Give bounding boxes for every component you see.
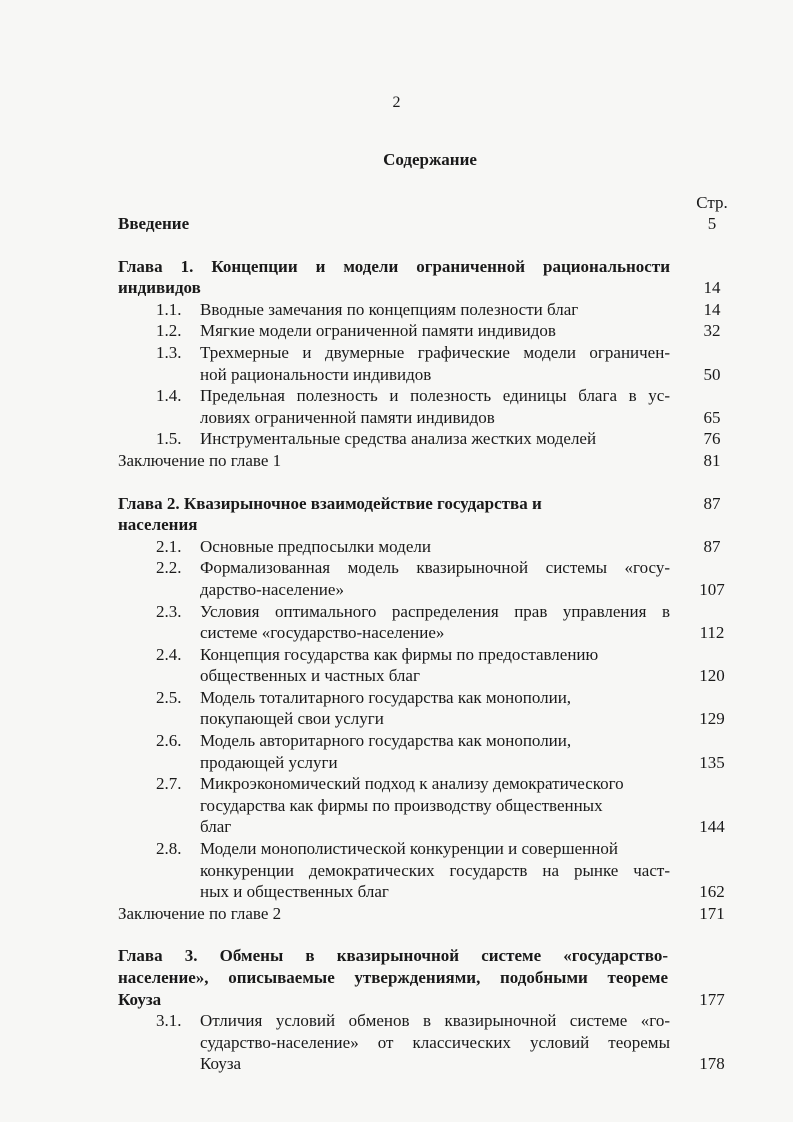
toc-page-number: 32 — [703, 321, 721, 341]
toc-page-number: 65 — [703, 407, 721, 427]
toc-entry-section-2-2[interactable]: 2.2. Формализованная модель квазирыночной системы «госу- дарство-население» 107 — [118, 557, 740, 600]
toc-page-number: 5 — [707, 214, 717, 233]
toc-page-number: 50 — [703, 364, 721, 384]
toc-page-number: 129 — [699, 709, 725, 729]
toc-page-number: 87 — [703, 536, 721, 556]
toc-entry-section-1-4[interactable]: 1.4. Предельная полезность и полезность единицы блага в ус- ловиях ограниченной памяти индивидов 65 — [118, 385, 740, 428]
toc-entry-chapter-1[interactable]: Глава 1. Концепции и модели ограниченной рациональности индивидов 14 — [118, 256, 740, 299]
page-number: 2 — [392, 94, 401, 111]
toc-page-number: 120 — [699, 666, 725, 686]
toc-entry-conclusion-2[interactable]: Заключение по главе 2 171 — [118, 903, 740, 925]
toc-page-number: 144 — [699, 817, 725, 837]
toc-entry-section-2-4[interactable]: 2.4. Концепция государства как фирмы по предоставлению общественных и частных благ 120 — [118, 644, 740, 687]
toc-entry-section-3-1[interactable]: 3.1. Отличия условий обменов в квазирыночной системе «го- сударство-население» от классических условий теоремы Коуза 178 — [118, 1010, 740, 1075]
toc-entry-section-2-5[interactable]: 2.5. Модель тоталитарного государства как монополии, покупающей свои услуги 129 — [118, 687, 740, 730]
toc-entry-section-2-7[interactable]: 2.7. Микроэкономический подход к анализу демократического государства как фирмы по производству общественных благ 144 — [118, 773, 740, 838]
toc-entry-section-2-8[interactable]: 2.8. Модели монополистической конкуренции и совершенной конкуренции демократических государств на рынке част- ных и общественных благ 162 — [118, 838, 740, 903]
toc-page-number: 107 — [699, 579, 725, 599]
toc-page-number: 14 — [703, 299, 721, 319]
toc-page-number: 81 — [703, 450, 721, 470]
toc-page-number: 76 — [703, 429, 721, 449]
page-column-header: Стр. — [696, 193, 728, 212]
toc-page-number: 87 — [703, 493, 721, 513]
toc-entry-section-2-6[interactable]: 2.6. Модель авторитарного государства как монополии, продающей услуги 135 — [118, 730, 740, 773]
toc-page-number: 112 — [699, 623, 725, 643]
toc-entry-chapter-3[interactable]: Глава 3. Обмены в квазирыночной системе «государство- население», описываемые утверждениями, подобными теореме Коуза 177 — [118, 945, 740, 1010]
table-of-contents — [118, 213, 740, 1075]
toc-page-number: 177 — [699, 989, 725, 1009]
toc-entry-introduction[interactable]: Введение 5 — [118, 213, 740, 235]
toc-page-number: 162 — [699, 882, 725, 902]
toc-page-number: 14 — [703, 278, 721, 298]
toc-entry-section-1-1[interactable]: 1.1. Вводные замечания по концепциям полезности благ 14 — [118, 299, 740, 321]
toc-entry-section-2-1[interactable]: 2.1. Основные предпосылки модели 87 — [118, 536, 740, 558]
toc-entry-chapter-2[interactable]: Глава 2. Квазирыночное взаимодействие государства и населения 87 — [118, 493, 740, 536]
toc-entry-section-2-3[interactable]: 2.3. Условия оптимального распределения прав управления в системе «государство-население» 112 — [118, 601, 740, 644]
toc-page-number: 178 — [699, 1054, 725, 1074]
toc-entry-conclusion-1[interactable]: Заключение по главе 1 81 — [118, 450, 740, 472]
page-title: Содержание — [383, 150, 477, 169]
toc-entry-section-1-5[interactable]: 1.5. Инструментальные средства анализа жестких моделей 76 — [118, 428, 740, 450]
toc-page-number: 135 — [699, 752, 725, 772]
toc-entry-section-1-2[interactable]: 1.2. Мягкие модели ограниченной памяти индивидов 32 — [118, 320, 740, 342]
toc-entry-section-1-3[interactable]: 1.3. Трехмерные и двумерные графические модели ограничен- ной рациональности индивидов 50 — [118, 342, 740, 385]
toc-page-number: 171 — [699, 903, 725, 923]
